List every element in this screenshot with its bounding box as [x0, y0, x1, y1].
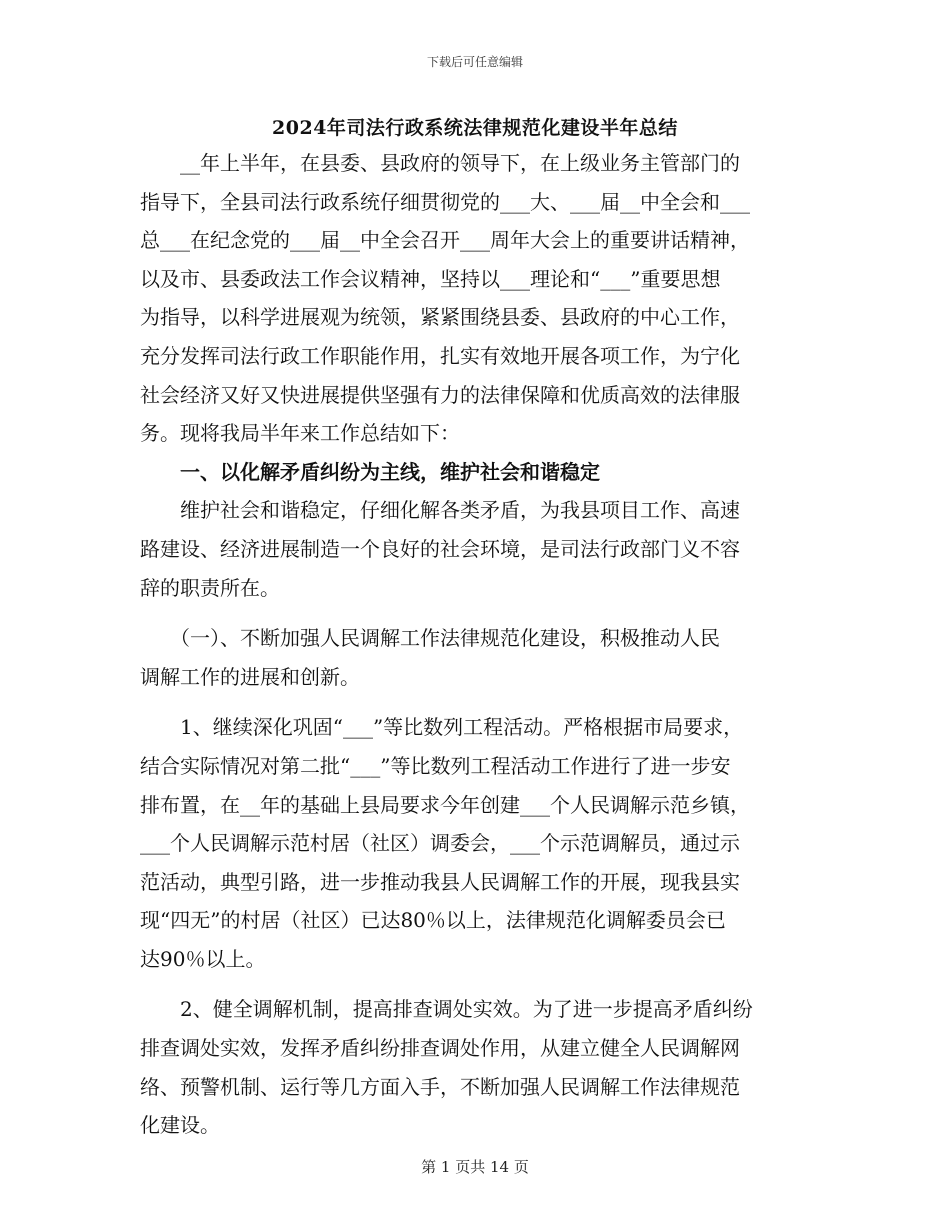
document-body — [140, 144, 812, 1145]
text-line: ___个人民调解示范村居（社区）调委会，___个示范调解员，通过示 — [140, 831, 740, 856]
text-line: 路建设、经济进展制造一个良好的社会环境，是司法行政部门义不容 — [140, 536, 740, 561]
text-line: 为指导，以科学进展观为统领，紧紧围绕县委、县政府的中心工作， — [140, 305, 740, 330]
text-line: 充分发挥司法行政工作职能作用，扎实有效地开展各项工作，为宁化 — [140, 343, 740, 368]
text-line: 1、继续深化巩固“___”等比数列工程活动。严格根据市局要求， — [140, 715, 744, 740]
text-line: 社会经济又好又快进展提供坚强有力的法律保障和优质高效的法律服 — [140, 382, 740, 407]
text-line: 调解工作的进展和创新。 — [140, 664, 360, 689]
section-heading-line: 一、以化解矛盾纠纷为主线，维护社会和谐稳定 — [140, 459, 600, 484]
document-title: 2024年司法行政系统法律规范化建设半年总结 — [272, 117, 678, 139]
text-line: （一）、不断加强人民调解工作法律规范化建设，积极推动人民 — [140, 626, 720, 651]
text-line: 辞的职责所在。 — [140, 575, 280, 600]
text-line: 务。现将我局半年来工作总结如下： — [140, 421, 460, 446]
page-footer: 第 1 页共 14 页 — [421, 1158, 529, 1176]
paragraph-gap — [140, 978, 812, 990]
header-note: 下载后可任意编辑 — [426, 55, 523, 69]
text-line: 化建设。 — [140, 1113, 220, 1138]
paragraph-gap — [140, 696, 812, 708]
text-line: 2、健全调解机制，提高排查调处实效。为了进一步提高矛盾纠纷 — [140, 997, 753, 1022]
paragraph-gap — [140, 607, 812, 619]
text-line: 排查调处实效，发挥矛盾纠纷排查调处作用，从建立健全人民调解网 — [140, 1036, 740, 1061]
text-line: 结合实际情况对第二批“___”等比数列工程活动工作进行了进一步安 — [140, 753, 731, 778]
text-line: 排布置，在__年的基础上县局要求今年创建___个人民调解示范乡镇， — [140, 792, 750, 817]
text-line: __年上半年，在县委、县政府的领导下，在上级业务主管部门的 — [140, 151, 740, 175]
text-line: 络、预警机制、运行等几方面入手，不断加强人民调解工作法律规范 — [140, 1074, 740, 1099]
text-line: 达90％以上。 — [140, 946, 266, 971]
text-line: 总___在纪念党的___届__中全会召开___周年大会上的重要讲话精神， — [140, 228, 750, 253]
text-line: 维护社会和谐稳定，仔细化解各类矛盾，为我县项目工作、高速 — [140, 498, 740, 523]
text-line: 以及市、县委政法工作会议精神，坚持以___理论和“___”重要思想 — [140, 266, 721, 291]
text-line: 指导下，全县司法行政系统仔细贯彻党的___大、___届__中全会和___ — [140, 189, 750, 214]
text-line: 范活动，典型引路，进一步推动我县人民调解工作的开展，现我县实 — [140, 869, 740, 894]
text-line: 现“四无”的村居（社区）已达80％以上，法律规范化调解委员会已 — [140, 908, 726, 933]
